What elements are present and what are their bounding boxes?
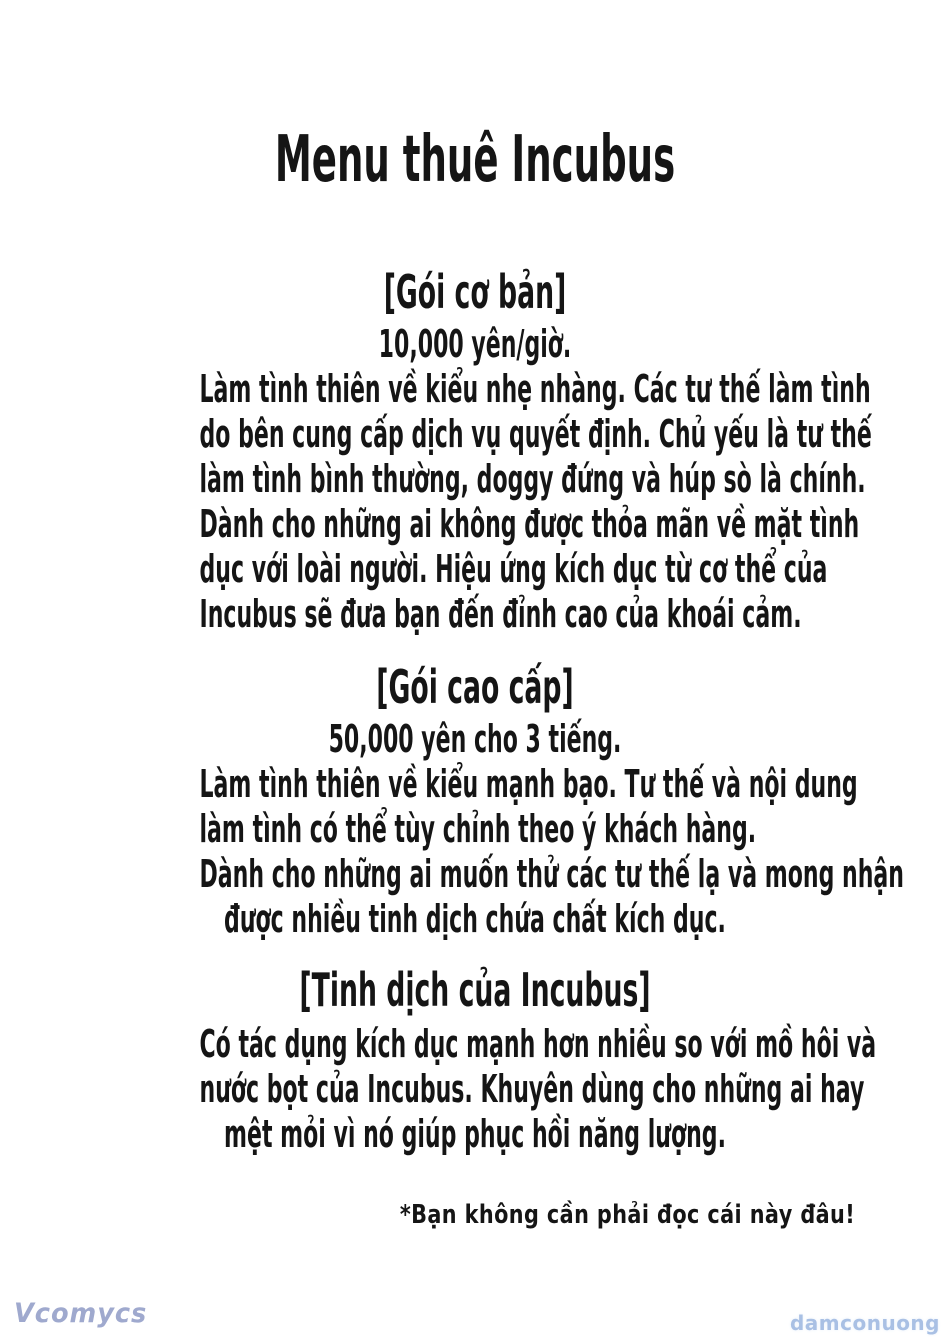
body-line: được nhiều tinh dịch chứa chất kích dục.: [224, 897, 726, 941]
section-price-basic: 10,000 yên/giờ.: [378, 322, 572, 366]
page-title: Menu thuê Incubus: [274, 123, 676, 197]
section-body-premium: [199, 762, 904, 942]
uploader-watermark: damconuong: [789, 1311, 940, 1335]
section-heading-semen: [Tinh dịch của Incubus]: [299, 963, 651, 1017]
menu-text-column: [199, 0, 904, 1157]
body-line: Làm tình thiên về kiểu mạnh bạo. Tư thế và nội dung: [199, 762, 858, 806]
section-body-semen: [199, 1022, 877, 1157]
body-line: Incubus sẽ đưa bạn đến đỉnh cao của khoái cảm.: [199, 592, 802, 636]
section-heading-premium: [Gói cao cấp]: [376, 660, 574, 714]
body-line: Có tác dụng kích dục mạnh hơn nhiều so với mồ hôi và: [199, 1022, 877, 1066]
body-line: do bên cung cấp dịch vụ quyết định. Chủ yếu là tư thế: [199, 412, 872, 456]
body-line: mệt mỏi vì nó giúp phục hồi năng lượng.: [224, 1112, 726, 1156]
section-body-basic: [199, 367, 872, 637]
body-line: Làm tình thiên về kiểu nhẹ nhàng. Các tư thế làm tình: [199, 367, 871, 411]
translator-watermark: Vcomycs: [14, 1298, 148, 1329]
body-line: dục với loài người. Hiệu ứng kích dục từ cơ thể của: [199, 547, 828, 591]
section-heading-basic: [Gói cơ bản]: [383, 265, 567, 319]
body-line: Dành cho những ai muốn thử các tư thế lạ và mong nhận: [199, 852, 904, 896]
section-price-premium: 50,000 yên cho 3 tiếng.: [328, 717, 622, 761]
body-line: Dành cho những ai không được thỏa mãn về mặt tình: [199, 502, 860, 546]
body-line: làm tình có thể tùy chỉnh theo ý khách hàng.: [199, 807, 757, 851]
footnote: *Bạn không cần phải đọc cái này đâu!: [399, 1200, 855, 1230]
body-line: nước bọt của Incubus. Khuyên dùng cho những ai hay: [199, 1067, 865, 1111]
body-line: làm tình bình thường, doggy đứng và húp sò là chính.: [199, 457, 866, 501]
